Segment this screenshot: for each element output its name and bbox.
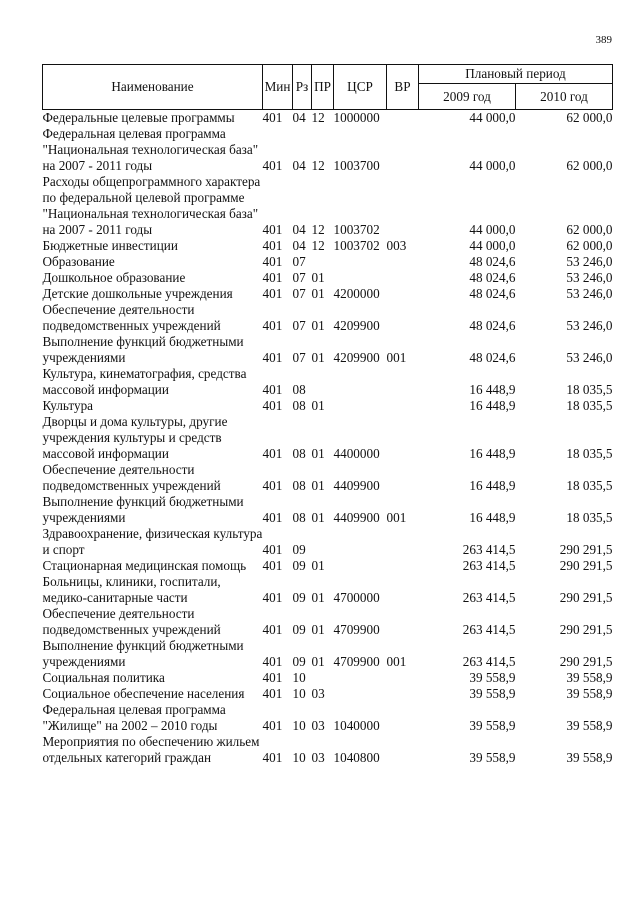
row-name: Дошкольное образование	[42, 270, 186, 285]
row-name: Федеральная целевая программа "Жилище" на 2002 – 2010 годы	[42, 702, 226, 733]
row-value-2009: 263 414,5	[462, 590, 516, 605]
row-name: Обеспечение деятельности подведомственных учреждений	[42, 606, 221, 637]
row-pr: 01	[311, 286, 325, 301]
row-csr: 1003700	[333, 158, 380, 173]
row-value-2009: 263 414,5	[462, 622, 516, 637]
row-vr	[387, 686, 419, 702]
row-csr: 4409900	[333, 510, 380, 525]
row-csr	[334, 366, 387, 398]
row-pr: 03	[311, 718, 325, 733]
table-row	[43, 126, 613, 174]
table-row	[43, 686, 613, 702]
row-value-2009: 44 000,0	[469, 222, 516, 237]
row-csr: 1040000	[333, 718, 380, 733]
table-row	[43, 638, 613, 670]
row-value-2009: 44 000,0	[469, 110, 516, 125]
row-name: Дворцы и дома культуры, другие учреждения культуры и средств массовой информации	[42, 414, 228, 461]
row-value-2010: 18 035,5	[566, 478, 613, 493]
row-pr: 01	[311, 478, 325, 493]
table-row	[43, 606, 613, 638]
row-pr	[312, 254, 334, 270]
row-vr	[387, 670, 419, 686]
row-value-2010: 290 291,5	[559, 590, 613, 605]
row-min: 401	[262, 318, 283, 333]
row-pr	[312, 366, 334, 398]
budget-table	[42, 64, 613, 766]
row-vr	[387, 110, 419, 127]
table-row	[43, 366, 613, 398]
row-pr: 01	[311, 654, 325, 669]
row-csr: 4709900	[333, 622, 380, 637]
table-body	[43, 110, 613, 767]
row-name: Выполнение функций бюджетными учреждениями	[42, 494, 244, 525]
row-vr: 001	[386, 510, 407, 525]
row-min: 401	[262, 382, 283, 397]
row-min: 401	[262, 590, 283, 605]
row-csr	[334, 398, 387, 414]
row-value-2010: 39 558,9	[566, 750, 613, 765]
row-value-2010: 290 291,5	[559, 654, 613, 669]
row-csr: 4409900	[333, 478, 380, 493]
row-name: Социальное обеспечение населения	[42, 686, 245, 701]
row-name: Бюджетные инвестиции	[42, 238, 178, 253]
row-rz: 10	[292, 670, 306, 685]
row-csr: 4400000	[333, 446, 380, 461]
row-pr: 01	[311, 622, 325, 637]
row-rz: 08	[292, 398, 306, 413]
row-vr	[387, 270, 419, 286]
row-value-2009: 16 448,9	[469, 382, 516, 397]
row-rz: 10	[292, 750, 306, 765]
row-value-2009: 16 448,9	[469, 510, 516, 525]
row-value-2010: 290 291,5	[559, 542, 613, 557]
row-min: 401	[262, 510, 283, 525]
row-vr	[387, 526, 419, 558]
row-value-2009: 39 558,9	[469, 718, 516, 733]
row-value-2009: 16 448,9	[469, 478, 516, 493]
table-row	[43, 286, 613, 302]
row-rz: 08	[292, 478, 306, 493]
header-year-2009: 2009 год	[419, 84, 516, 110]
row-pr: 01	[311, 350, 325, 365]
row-min: 401	[262, 158, 283, 173]
header-min: Мин	[263, 65, 293, 110]
row-rz: 07	[292, 318, 306, 333]
row-pr: 01	[311, 270, 325, 285]
table-header	[43, 65, 613, 110]
table-row	[43, 398, 613, 414]
row-rz: 10	[292, 718, 306, 733]
row-value-2010: 53 246,0	[566, 286, 613, 301]
row-name: Обеспечение деятельности подведомственных учреждений	[42, 462, 221, 493]
row-value-2009: 39 558,9	[469, 686, 516, 701]
row-vr	[387, 126, 419, 174]
row-rz: 04	[292, 110, 306, 125]
row-pr: 01	[311, 398, 325, 413]
row-rz: 07	[292, 254, 306, 269]
row-rz: 10	[292, 686, 306, 701]
row-min: 401	[262, 110, 283, 125]
row-csr: 4200000	[333, 286, 380, 301]
row-name: Образование	[42, 254, 115, 269]
row-min: 401	[262, 222, 283, 237]
row-rz: 04	[292, 222, 306, 237]
row-pr: 12	[311, 110, 325, 125]
row-value-2009: 48 024,6	[469, 270, 516, 285]
row-vr	[387, 558, 419, 574]
row-rz: 09	[292, 558, 306, 573]
header-csr: ЦСР	[334, 65, 387, 110]
row-pr: 12	[311, 222, 325, 237]
row-value-2009: 39 558,9	[469, 750, 516, 765]
row-vr	[387, 366, 419, 398]
row-vr	[387, 574, 419, 606]
row-name: Выполнение функций бюджетными учреждениями	[42, 334, 244, 365]
row-name: Выполнение функций бюджетными учреждениями	[42, 638, 244, 669]
row-csr	[334, 254, 387, 270]
row-rz: 08	[292, 510, 306, 525]
row-value-2010: 62 000,0	[566, 222, 613, 237]
row-name: Культура	[42, 398, 94, 413]
table-row	[43, 254, 613, 270]
row-value-2010: 62 000,0	[566, 158, 613, 173]
row-value-2009: 44 000,0	[469, 238, 516, 253]
row-csr	[334, 526, 387, 558]
row-rz: 09	[292, 622, 306, 637]
row-min: 401	[262, 478, 283, 493]
row-name: Стационарная медицинская помощь	[42, 558, 247, 573]
row-min: 401	[262, 238, 283, 253]
row-min: 401	[262, 686, 283, 701]
row-value-2010: 18 035,5	[566, 446, 613, 461]
row-min: 401	[262, 558, 283, 573]
row-value-2009: 263 414,5	[462, 654, 516, 669]
row-vr	[387, 174, 419, 238]
row-value-2010: 53 246,0	[566, 350, 613, 365]
row-value-2010: 53 246,0	[566, 270, 613, 285]
row-vr	[387, 462, 419, 494]
row-pr: 12	[311, 158, 325, 173]
row-csr	[334, 270, 387, 286]
row-min: 401	[262, 654, 283, 669]
row-vr	[387, 734, 419, 766]
row-value-2010: 290 291,5	[559, 622, 613, 637]
row-value-2010: 39 558,9	[566, 670, 613, 685]
row-value-2009: 16 448,9	[469, 398, 516, 413]
row-min: 401	[262, 286, 283, 301]
row-pr: 03	[311, 750, 325, 765]
header-name: Наименование	[43, 65, 263, 110]
row-min: 401	[262, 350, 283, 365]
row-rz: 07	[292, 350, 306, 365]
row-vr: 001	[386, 350, 407, 365]
row-name: Расходы общепрограммного характера по федеральной целевой программе "Национальная технологическая база" на 2007 - 2011 годы	[42, 174, 261, 237]
table-row	[43, 414, 613, 462]
row-pr: 01	[311, 446, 325, 461]
row-rz: 07	[292, 286, 306, 301]
table-row	[43, 302, 613, 334]
row-pr: 12	[311, 238, 325, 253]
row-value-2009: 263 414,5	[462, 558, 516, 573]
row-name: Социальная политика	[42, 670, 165, 685]
row-value-2010: 290 291,5	[559, 558, 613, 573]
row-value-2009: 48 024,6	[469, 350, 516, 365]
table-row	[43, 670, 613, 686]
table-row	[43, 558, 613, 574]
row-min: 401	[262, 398, 283, 413]
row-name: Детские дошкольные учреждения	[42, 286, 233, 301]
row-pr	[312, 526, 334, 558]
row-min: 401	[262, 446, 283, 461]
row-min: 401	[262, 670, 283, 685]
row-rz: 04	[292, 238, 306, 253]
row-vr	[387, 606, 419, 638]
row-name: Федеральные целевые программы	[42, 110, 235, 125]
row-value-2010: 62 000,0	[566, 110, 613, 125]
header-vr: ВР	[387, 65, 419, 110]
row-value-2010: 53 246,0	[566, 254, 613, 269]
row-csr: 1003702	[333, 238, 380, 253]
row-vr: 001	[386, 654, 407, 669]
header-planned-period: Плановый период	[419, 65, 613, 84]
row-vr	[387, 254, 419, 270]
row-csr	[334, 686, 387, 702]
table-row	[43, 270, 613, 286]
row-pr: 03	[311, 686, 325, 701]
table-row	[43, 702, 613, 734]
row-pr: 01	[311, 510, 325, 525]
row-vr	[387, 302, 419, 334]
row-value-2009: 39 558,9	[469, 670, 516, 685]
row-min: 401	[262, 270, 283, 285]
row-name: Здравоохранение, физическая культура и спорт	[42, 526, 263, 557]
row-value-2010: 53 246,0	[566, 318, 613, 333]
row-value-2009: 48 024,6	[469, 318, 516, 333]
row-vr	[387, 414, 419, 462]
row-value-2009: 44 000,0	[469, 158, 516, 173]
row-pr: 01	[311, 590, 325, 605]
row-min: 401	[262, 622, 283, 637]
table-row	[43, 734, 613, 766]
row-csr: 1003702	[333, 222, 380, 237]
header-year-2010: 2010 год	[516, 84, 613, 110]
row-csr	[334, 670, 387, 686]
header-pr: ПР	[312, 65, 334, 110]
page-number: 389	[595, 34, 612, 46]
row-csr: 4209900	[333, 350, 380, 365]
row-value-2010: 18 035,5	[566, 398, 613, 413]
header-rz: Рз	[293, 65, 312, 110]
row-value-2010: 18 035,5	[566, 382, 613, 397]
row-rz: 09	[292, 590, 306, 605]
row-pr: 01	[311, 558, 325, 573]
row-rz: 07	[292, 270, 306, 285]
row-rz: 08	[292, 382, 306, 397]
row-vr	[387, 398, 419, 414]
row-value-2009: 48 024,6	[469, 254, 516, 269]
row-name: Федеральная целевая программа "Национальная технологическая база" на 2007 - 2011 годы	[42, 126, 259, 173]
row-min: 401	[262, 254, 283, 269]
table-row	[43, 174, 613, 238]
row-value-2010: 39 558,9	[566, 686, 613, 701]
row-csr: 1000000	[333, 110, 380, 125]
table-row	[43, 574, 613, 606]
row-pr: 01	[311, 318, 325, 333]
row-rz: 04	[292, 158, 306, 173]
row-rz: 08	[292, 446, 306, 461]
row-name: Больницы, клиники, госпитали, медико-санитарные части	[42, 574, 221, 605]
row-value-2010: 18 035,5	[566, 510, 613, 525]
row-name: Культура, кинематография, средства массовой информации	[42, 366, 247, 397]
row-min: 401	[262, 718, 283, 733]
row-value-2010: 62 000,0	[566, 238, 613, 253]
row-csr: 4709900	[333, 654, 380, 669]
row-rz: 09	[292, 542, 306, 557]
row-value-2009: 16 448,9	[469, 446, 516, 461]
row-value-2009: 263 414,5	[462, 542, 516, 557]
row-vr	[387, 286, 419, 302]
row-csr: 4700000	[333, 590, 380, 605]
row-csr: 4209900	[333, 318, 380, 333]
row-min: 401	[262, 750, 283, 765]
row-vr	[387, 702, 419, 734]
table-row	[43, 238, 613, 254]
row-value-2009: 48 024,6	[469, 286, 516, 301]
row-name: Мероприятия по обеспечению жильем отдельных категорий граждан	[42, 734, 260, 765]
table-row	[43, 110, 613, 127]
row-rz: 09	[292, 654, 306, 669]
row-value-2010: 39 558,9	[566, 718, 613, 733]
row-csr	[334, 558, 387, 574]
table-row	[43, 334, 613, 366]
row-vr: 003	[386, 238, 407, 253]
row-name: Обеспечение деятельности подведомственных учреждений	[42, 302, 221, 333]
table-row	[43, 494, 613, 526]
row-min: 401	[262, 542, 283, 557]
table-row	[43, 526, 613, 558]
row-pr	[312, 670, 334, 686]
row-csr: 1040800	[333, 750, 380, 765]
table-row	[43, 462, 613, 494]
